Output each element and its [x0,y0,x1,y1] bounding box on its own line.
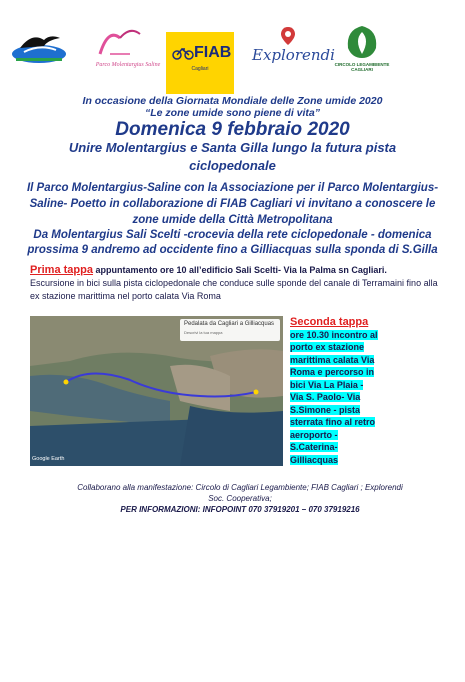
legambiente-logo [334,24,390,84]
collaborators-note: Collaborano alla manifestazione: Circolo di Cagliari Legambiente; FIAB Cagliari ; Explorendi Soc. Cooperativa; [77,483,403,503]
bird-logo [10,26,68,66]
second-stage-line-10: S.Caterina- [290,442,338,452]
map-subtitle: Descrivi la tua mappa [184,330,223,335]
fiab-city: Cagliari [191,66,209,72]
logo-bar [0,24,465,76]
second-stage-line-5: bici Via La Plaia - [290,379,364,390]
map-credit: Google Earth [32,456,65,462]
intro-line-2: “Le zone umide sono piene di vita” [144,107,321,119]
first-stage-label: Prima tappa [30,264,93,276]
route-paragraph: Da Molentargius Sali Scelti -crocevia della rete ciclopedonale - domenica prossima 9 andremo ad occidente fino a Gilliacquas sulla sponda di S.Gilla [27,229,438,256]
first-stage-meeting: appuntamento ore 10 all’edificio Sali Scelti- Via la Palma sn Cagliari. [92,265,387,275]
explorendi-name: Explorendi [252,46,335,64]
explorendi-logo [248,26,335,76]
route-map [30,316,283,466]
first-stage-block [30,264,440,303]
subtitle-line-1: Unire Molentargius e Santa Gilla lungo la futura pista [68,140,397,155]
fiab-logo [166,32,234,94]
second-stage-line-11: Gilliacquas [290,454,339,465]
legambiente-name: CIRCOLO LEGAMBIENTE CAGLIARI [334,62,390,72]
map-legend-box [180,319,280,341]
event-date: Domenica 9 febbraio 2020 [115,119,350,140]
map-title: Pedalata da Cagliari a Gilliacquas [184,321,275,327]
second-stage-line-8: sterrata fino al retro [290,417,376,427]
first-stage-description: Escursione in bici sulla pista ciclopedonale che conduce sulle sponde del canale di Terramaini fino alla ex stazione marittima nel porto calata Via Roma [30,278,438,301]
info-contacts: PER INFORMAZIONI: INFOPOINT 070 37919201 – 070 37919216 [120,505,360,514]
molentargius-logo [90,24,166,68]
second-stage-line-9: aeroporto - [290,429,338,440]
second-stage-line-7: S.Simone - pista [290,404,361,415]
second-stage-line-2: porto ex stazione [290,342,365,352]
second-stage-line-1: ore 10.30 incontro al [290,329,378,340]
second-stage-line-3: marittima calata Via [290,354,375,365]
fiab-name: FIAB [194,44,232,61]
second-stage-label: Seconda tappa [290,316,369,328]
molentargius-caption: Parco Molentargius Saline [95,62,161,68]
subtitle-line-2: ciclopedonale [189,158,276,173]
second-stage-line-4: Roma e percorso in [290,367,375,377]
second-stage-line-6: Via S. Paolo- Via [290,392,361,402]
intro-line-1: In occasione della Giornata Mondiale delle Zone umide 2020 [82,95,383,107]
invitation-paragraph: Il Parco Molentargius-Saline con la Associazione per il Parco Molentargius- Saline- Poetto in collaborazione di FIAB Cagliari vi invitano a conoscere le zone umide della Città Metropolitana [26,182,439,226]
second-stage-block [290,316,382,466]
